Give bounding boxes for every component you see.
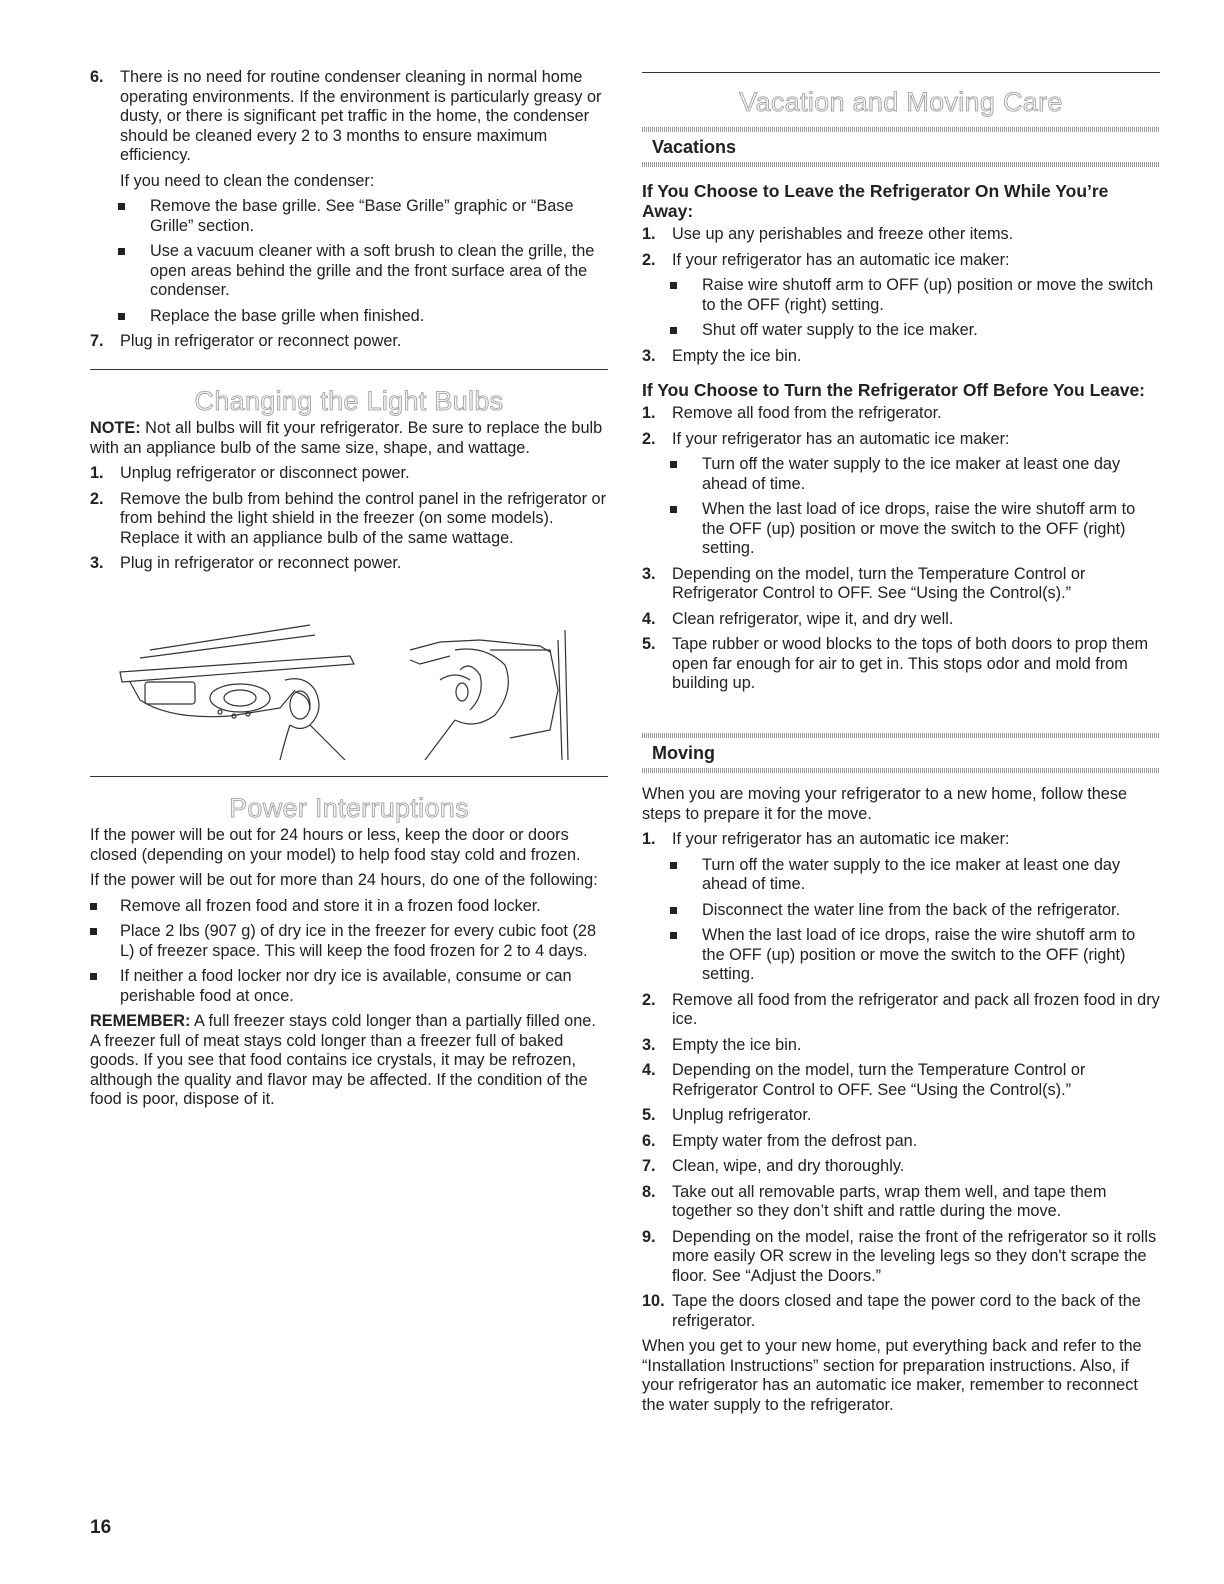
- step-1: 1. If your refrigerator has an automatic ice maker:: [642, 830, 1010, 848]
- bullet-item: If neither a food locker nor dry ice is available, consume or can perishable food at once.: [90, 967, 608, 1006]
- section-title: Vacation and Moving Care: [739, 87, 1063, 117]
- subsection-heading: Vacations: [652, 137, 737, 157]
- bullet-item: Place 2 lbs (907 g) of dry ice in the freezer for every cubic foot (28 L) of freezer space. This will keep the food frozen for 2 to 4 days.: [90, 922, 608, 961]
- condenser-intro: If you need to clean the condenser:: [120, 171, 375, 190]
- step-4: 4. Depending on the model, turn the Temperature Control or Refrigerator Control to OFF. See “Using the Control(s).”: [642, 1061, 1086, 1099]
- step-1: 1. Remove all food from the refrigerator.: [642, 404, 942, 422]
- freezer-light-shield-drawing: [410, 630, 568, 760]
- hatch-band: [642, 768, 1160, 773]
- step-2: 2. Remove all food from the refrigerator and pack all frozen food in dry ice.: [642, 990, 1160, 1028]
- paragraph: If the power will be out for more than 24 hours, do one of the following:: [90, 871, 598, 889]
- light-bulb-illustration: [110, 620, 590, 760]
- step-9: 9. Depending on the model, raise the front of the refrigerator so it rolls more easily OR screw in the leveling legs so they don't scrape the floor. See “Adjust the Doors.”: [642, 1227, 1157, 1285]
- step-4: 4. Clean refrigerator, wipe it, and dry well.: [642, 609, 954, 628]
- bullet-item: Replace the base grille when finished.: [90, 307, 608, 327]
- bullet-item: Remove all frozen food and store it in a frozen food locker.: [90, 897, 608, 917]
- condenser-section: [90, 68, 608, 358]
- section-title: Power Interruptions: [229, 793, 469, 823]
- bullet-item: When the last load of ice drops, raise the wire shutoff arm to the OFF (up) position or move the switch to the OFF (right) setting.: [642, 926, 1160, 985]
- bullet-item: Raise wire shutoff arm to OFF (up) position or move the switch to the OFF (right) setting.: [642, 276, 1160, 315]
- step-1: 1. Use up any perishables and freeze other items.: [642, 225, 1014, 243]
- step-5: 5. Tape rubber or wood blocks to the tops of both doors to prop them open far enough for air to get in. This stops odor and mold from building up.: [642, 635, 1149, 692]
- paragraph: If the power will be out for 24 hours or less, keep the door or doors closed (depending on your model) to help food stay cold and frozen.: [90, 826, 581, 864]
- bullet-item: Turn off the water supply to the ice maker at least one day ahead of time.: [642, 455, 1160, 494]
- subsection-heading: Moving: [652, 743, 715, 763]
- step-8: 8. Take out all removable parts, wrap them well, and tape them together so they don’t shift and rattle during the move.: [642, 1182, 1107, 1220]
- step-3: 3. Empty the ice bin.: [642, 1035, 802, 1054]
- step-2: 2. Remove the bulb from behind the control panel in the refrigerator or from behind the light shield in the freezer (on some models). Replace it with an appliance bulb of the same wattage.: [90, 489, 606, 547]
- divider: [90, 776, 608, 777]
- note-paragraph: NOTE: Not all bulbs will fit your refrigerator. Be sure to replace the bulb with an appliance bulb of the same size, shape, and wattage.: [90, 419, 603, 457]
- bullet-item: Disconnect the water line from the back of the refrigerator.: [642, 901, 1160, 921]
- heading: If You Choose to Leave the Refrigerator On While You’re Away:: [642, 181, 1109, 221]
- bullet-item: When the last load of ice drops, raise the wire shutoff arm to the OFF (up) position or move the switch to the OFF (right) setting.: [642, 500, 1160, 559]
- power-interruptions-section: [90, 792, 608, 1116]
- remember-paragraph: REMEMBER: A full freezer stays cold longer than a partially filled one. A freezer full of meat stays cold longer than a freezer full of baked goods. If you see that food contains ice crystals, it may be refrozen, although the quality and flavor may be affected. If the condition of the food is poor, dispose of it.: [90, 1012, 596, 1108]
- section-title: Changing the Light Bulbs: [194, 386, 504, 416]
- heading: If You Choose to Turn the Refrigerator Off Before You Leave:: [642, 380, 1146, 400]
- paragraph: When you are moving your refrigerator to a new home, follow these steps to prepare it for the move.: [642, 785, 1128, 823]
- step-6: 6. There is no need for routine condenser cleaning in normal home operating environments. If the environment is particularly greasy or dusty, or there is significant pet traffic in the home, the condenser should be cleaned every 2 to 3 months to ensure maximum efficiency.: [90, 68, 602, 164]
- bullet-item: Turn off the water supply to the ice maker at least one day ahead of time.: [642, 856, 1160, 895]
- control-panel-drawing: [120, 625, 354, 760]
- page-number: 16: [90, 1517, 112, 1538]
- bullet-item: Remove the base grille. See “Base Grille” graphic or “Base Grille” section.: [90, 197, 608, 236]
- light-bulbs-section: [90, 385, 608, 580]
- step-3: 3. Empty the ice bin.: [642, 346, 802, 365]
- closing-paragraph: When you get to your new home, put everything back and refer to the “Installation Instructions” section for preparation instructions. Also, if your refrigerator has an automatic ice maker, remember to reconnect the water supply to the refrigerator.: [642, 1337, 1142, 1414]
- divider: [90, 369, 608, 370]
- hatch-band: [642, 162, 1160, 167]
- bullet-item: Use a vacuum cleaner with a soft brush to clean the grille, the open areas behind the grille and the front surface area of the condenser.: [90, 242, 608, 301]
- step-6: 6. Empty water from the defrost pan.: [642, 1131, 918, 1150]
- step-2: 2. If your refrigerator has an automatic ice maker:: [642, 429, 1010, 448]
- step-1: 1. Unplug refrigerator or disconnect power.: [90, 464, 410, 482]
- step-10: 10. Tape the doors closed and tape the power cord to the back of the refrigerator.: [642, 1292, 1141, 1330]
- step-3: 3. Plug in refrigerator or reconnect power.: [90, 554, 402, 572]
- step-3: 3. Depending on the model, turn the Temperature Control or Refrigerator Control to OFF. See “Using the Control(s).”: [642, 564, 1086, 602]
- moving-section: [642, 733, 1160, 1421]
- step-7: 7. Plug in refrigerator or reconnect power.: [90, 332, 402, 350]
- step-2: 2. If your refrigerator has an automatic ice maker:: [642, 250, 1010, 269]
- step-5: 5. Unplug refrigerator.: [642, 1106, 812, 1124]
- step-7: 7. Clean, wipe, and dry thoroughly.: [642, 1157, 905, 1175]
- bullet-item: Shut off water supply to the ice maker.: [642, 321, 1160, 341]
- divider: [642, 72, 1160, 73]
- vacations-section: [642, 127, 1160, 700]
